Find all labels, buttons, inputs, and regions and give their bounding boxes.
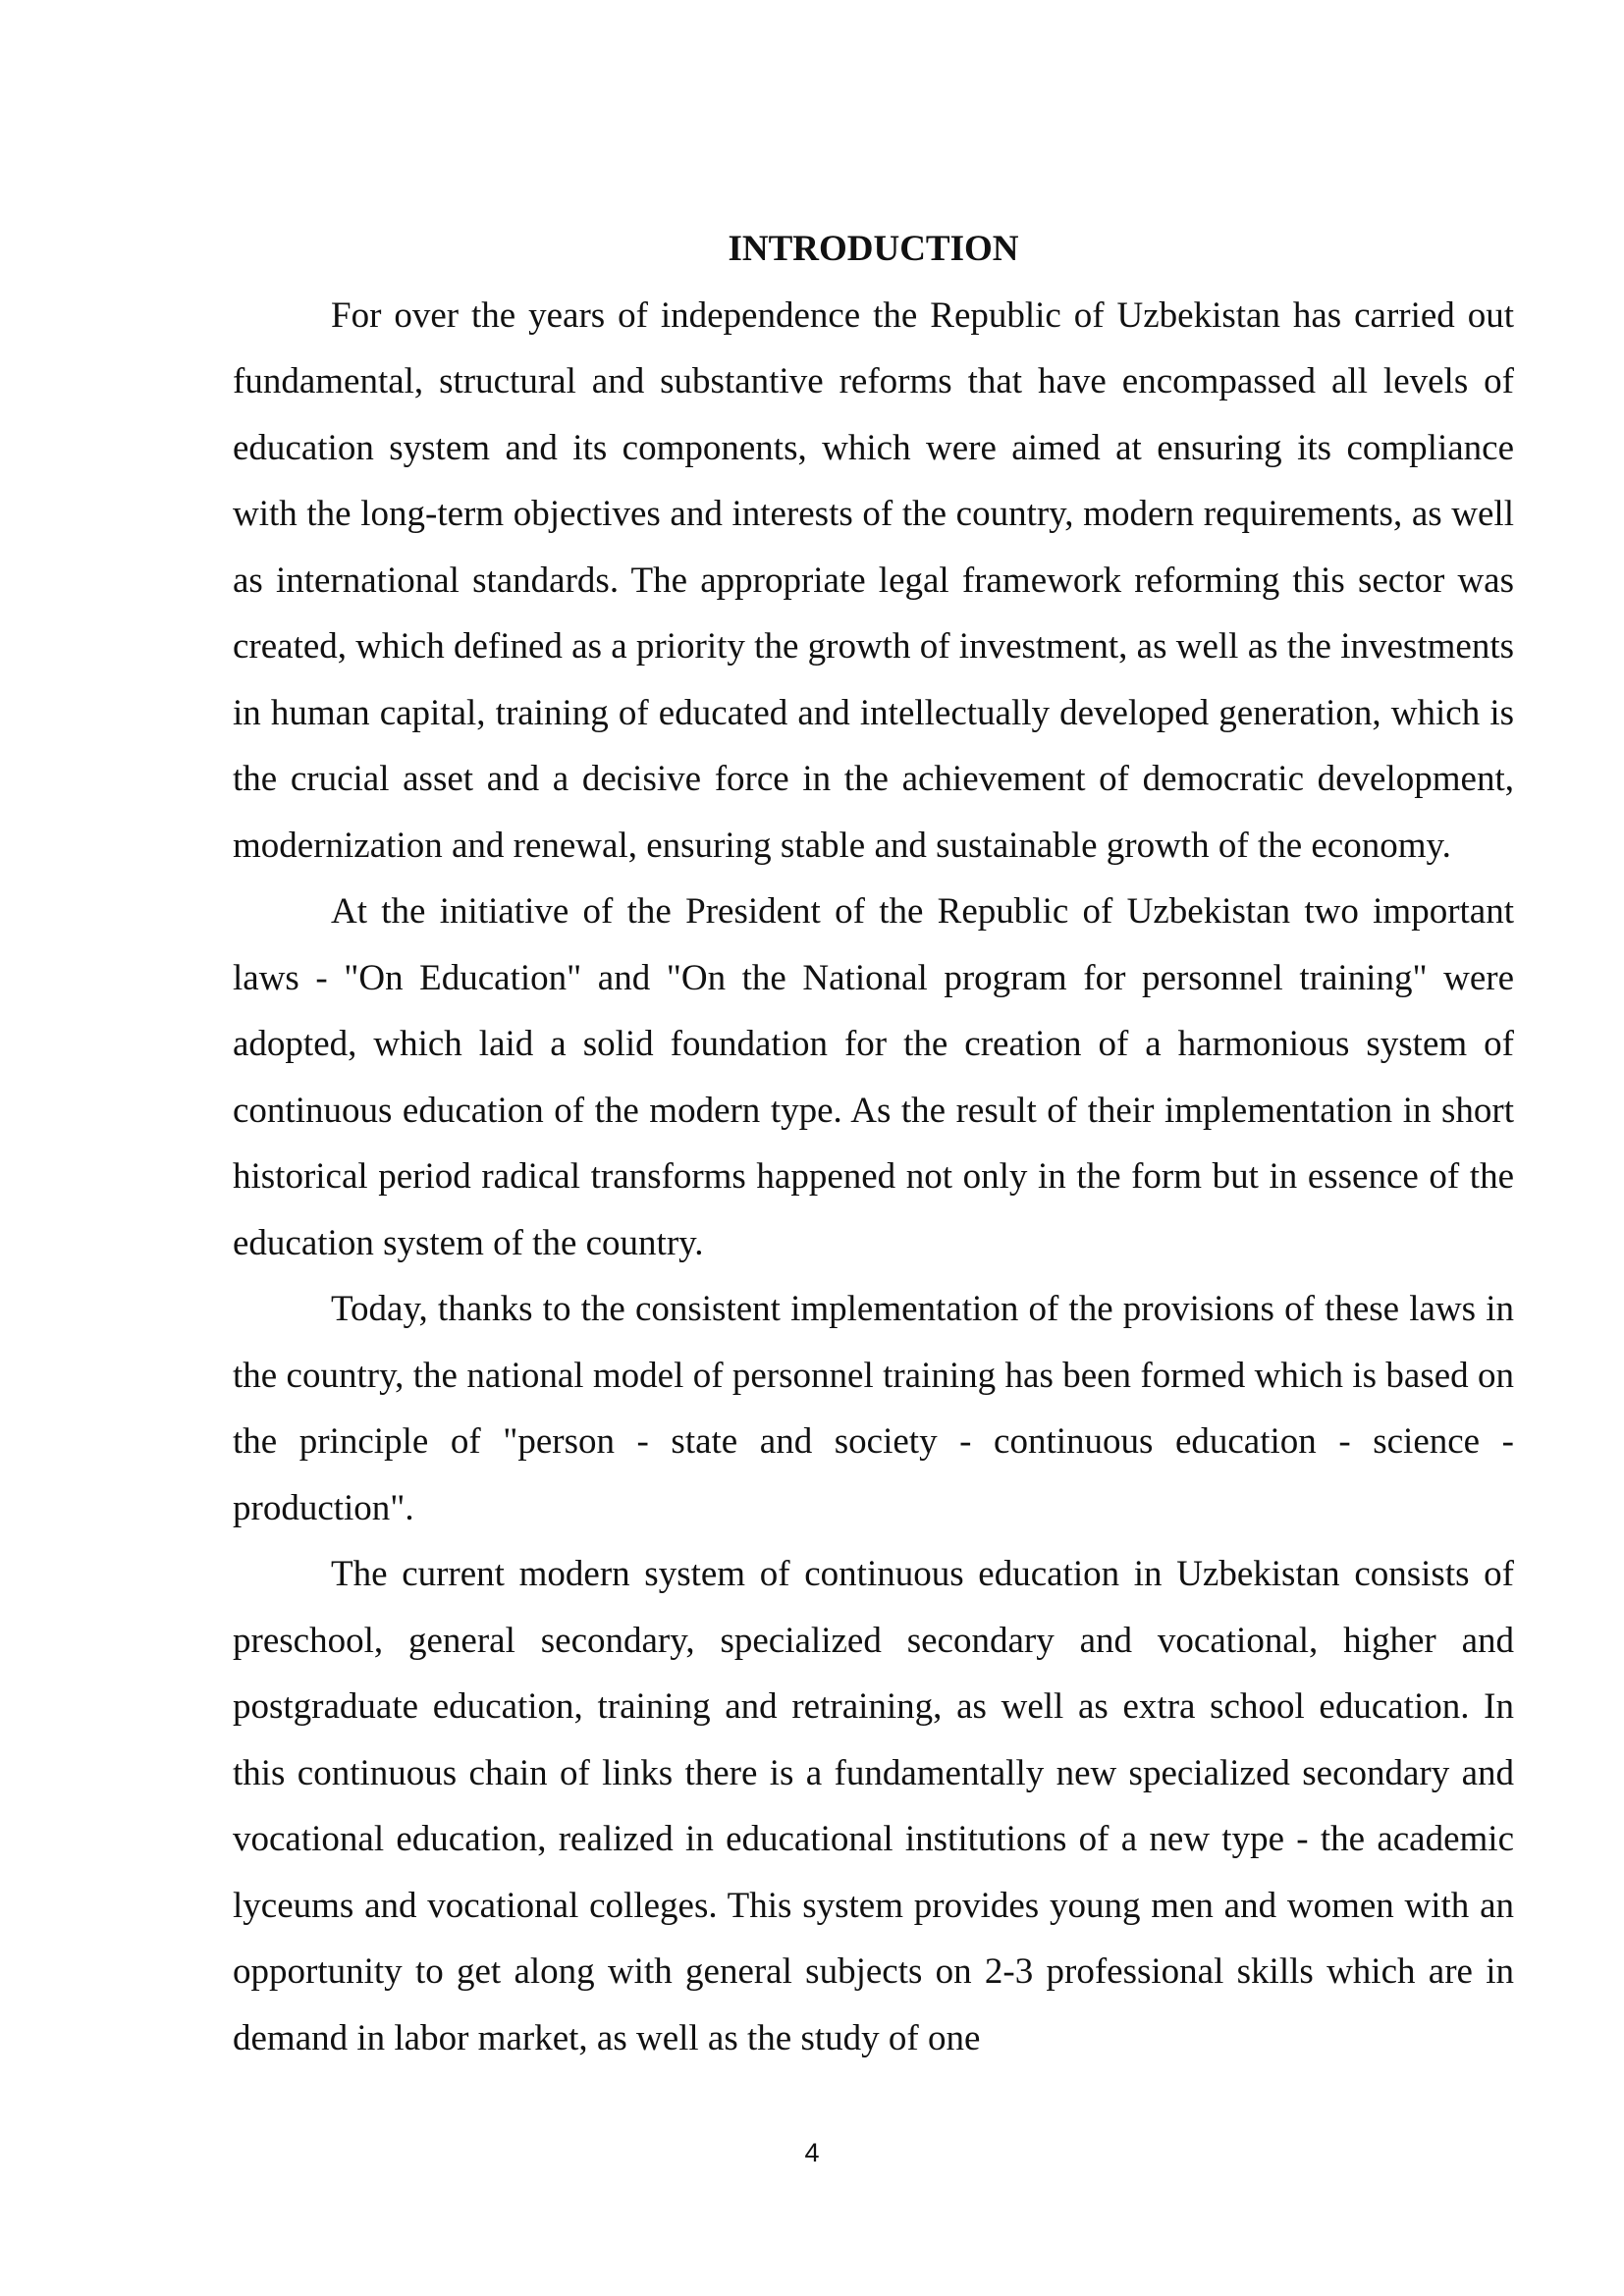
page-content bbox=[233, 216, 1514, 2071]
paragraph: Today, thanks to the consistent implementation of the provisions of these laws in the country, the national model of personnel training has been formed which is based on the principle of "person - state and society - continuous education - science - production". bbox=[233, 1289, 1514, 1528]
paragraph: For over the years of independence the Republic of Uzbekistan has carried out fundamental, structural and substantive reforms that have encompassed all levels of education system and its components, which were aimed at ensuring its compliance with the long-term objectives and interests of the country, modern requirements, as well as international standards. The appropriate legal framework reforming this sector was created, which defined as a priority the growth of investment, as well as the investments in human capital, training of educated and intellectually developed generation, which is the crucial asset and a decisive force in the achievement of democratic development, modernization and renewal, ensuring stable and sustainable growth of the economy. bbox=[233, 294, 1514, 866]
paragraph: The current modern system of continuous education in Uzbekistan consists of preschool, general secondary, specialized secondary and vocational, higher and postgraduate education, training and retraining, as well as extra school education. In this continuous chain of links there is a fundamentally new specialized secondary and vocational education, realized in educational institutions of a new type - the academic lyceums and vocational colleges. This system provides young men and women with an opportunity to get along with general subjects on 2-3 professional skills which are in demand in labor market, as well as the study of one bbox=[233, 1554, 1514, 2058]
page-number: 4 bbox=[804, 2138, 820, 2167]
paragraph: At the initiative of the President of the Republic of Uzbekistan two important laws - "On Education" and "On the National program for personnel training" were adopted, which laid a solid foundation for the creation of a harmonious system of continuous education of the modern type. As the result of their implementation in short historical period radical transforms happened not only in the form but in essence of the education system of the country. bbox=[233, 891, 1514, 1263]
section-title: INTRODUCTION bbox=[728, 229, 1019, 269]
